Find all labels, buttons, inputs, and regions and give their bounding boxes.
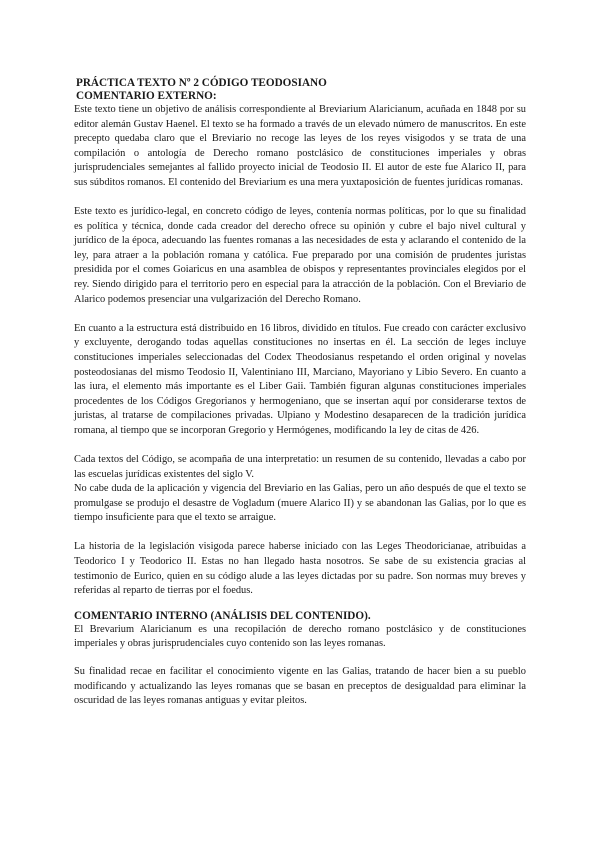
paragraph-breviarium-intro: Este texto tiene un objetivo de análisis correspondiente al Breviarium Alaricianum, acuñada en 1848 por su editor alemán Gustav Haenel. El texto se ha formado a través de un elevado número de manuscritos. En este precepto quedaba claro que el Breviario no recoge las leyes de los reyes visigodos y se trata de una compilación o antología de Derecho romano postclásico de constituciones imperiales y obras jurisprudenciales semejantes al fallido proyecto inicial de Teodosio II. El autor de este fue Alarico II, para sus súbditos romanos. El contenido del Breviarium es una mera yuxtaposición de fuentes jurídicas romanas.	[74, 104, 526, 188]
document-title: PRÁCTICA TEXTO Nº 2 CÓDIGO TEODOSIANO	[76, 77, 327, 89]
paragraph-legal-nature: Este texto es jurídico-legal, en concreto código de leyes, contenía normas políticas, por lo que su finalidad es política y técnica, donde cada creador del derecho ofrece su opinión y cubre el bajo nivel cultural y jurídico de la época, adecuando las fuentes romanas a las necesidades de esta y aclarando el contenido de la ley, para atraer a la población romana y católica. Fue preparado por una comisión de prudentes juristas presidida por el comes Goiaricus en una asamblea de obispos y representantes provinciales elegidos por el rey. Siendo dirigido para el territorio pero en especial para la atracción de la población. Con el Breviario de Alarico podemos presenciar una vulgarización del Derecho Romano.	[74, 206, 526, 305]
paragraph-structure: En cuanto a la estructura está distribuido en 16 libros, dividido en títulos. Fue creado con carácter exclusivo y excluyente, derogando todas aquellas constituciones no insertas en él. La sección de leges incluye constituciones imperiales seleccionadas del Codex Theodosianus respetando el orden original y novelas posteodosianas del mismo Teodosio II, Valentiniano III, Marciano, Mayoriano y Libio Severo. En cuanto a las iura, el elemento más importante es el Liber Gaii. También figuran algunas constituciones imperiales procedentes de los Códigos Gregorianos y hermogeniano, que se insertan aquí por considerarse textos de juristas, al tratarse de compilaciones privadas. Ulpiano y Modestino desaparecen de la tradición jurídica romana, al tiempo que se incorporan Gregorio y Hermógenes, modificando la ley de citas de 426.	[74, 322, 526, 436]
paragraph-internal-summary: El Brevarium Alaricianum es una recopilación de derecho romano postclásico y de constituciones imperiales y obras jurisprudenciales cuyo contenido son las leyes romanas.	[74, 623, 526, 650]
paragraph-interpretatio: Cada textos del Código, se acompaña de una interpretatio: un resumen de su contenido, llevadas a cabo por las escuelas jurídicas existentes del siglo V.	[74, 453, 526, 480]
internal-comment-heading: COMENTARIO INTERNO (ANÁLISIS DEL CONTENIDO).	[74, 609, 371, 622]
paragraph-internal-purpose: Su finalidad recae en facilitar el conocimiento vigente en las Galias, tratando de hacer bien a su pueblo modificando y actualizando las leyes romanas que se basan en preceptos de desigualdad para eliminar la oscuridad de las leyes romanas antiguas y evitar pleitos.	[74, 666, 526, 707]
paragraph-visigoth-history: La historia de la legislación visigoda parece haberse iniciado con las Leges Theodoricianae, atribuidas a Teodorico I y Teodorico II. Estas no han llegado hasta nosotros. Se sabe de su existencia gracias al testimonio de Eurico, quien en su código alude a las leyes dictadas por su padre. Son normas muy breves y referidas al reparto de tierras por el foedus.	[74, 541, 526, 597]
document-page	[74, 77, 526, 709]
external-comment-heading: COMENTARIO EXTERNO:	[76, 90, 217, 102]
paragraph-galias: No cabe duda de la aplicación y vigencia del Breviario en las Galias, pero un año después de que el texto se promulgase se produjo el desastre de Vogladum (muere Alarico II) y se abandonan las Galias, por lo que es tiempo insuficiente para que el texto se arraigue.	[74, 483, 526, 524]
